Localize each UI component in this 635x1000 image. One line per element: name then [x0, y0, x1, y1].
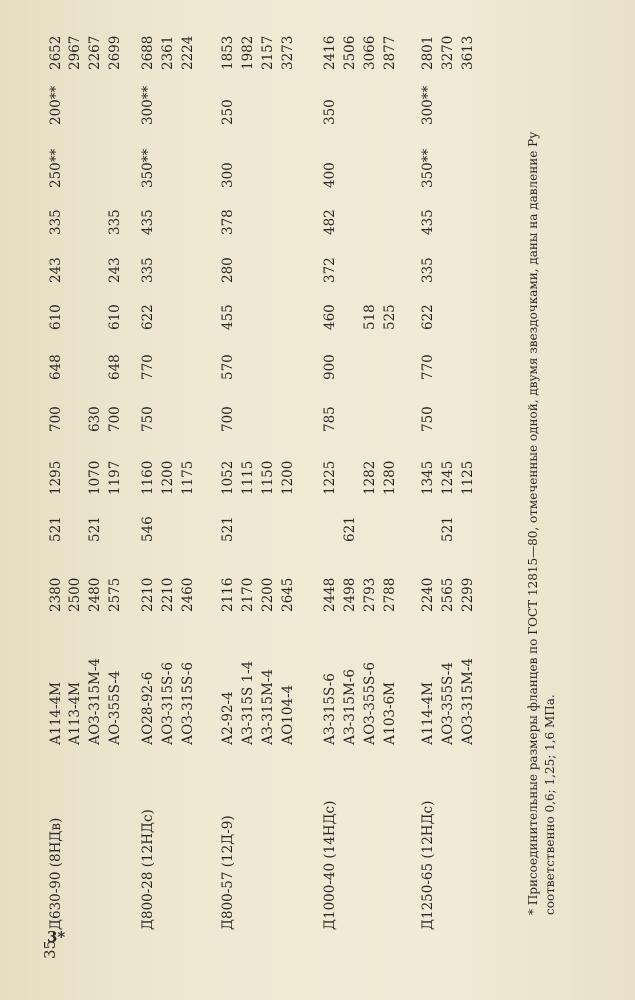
table-cell: 2157 — [260, 35, 276, 70]
table-cell: 2688 — [140, 35, 156, 70]
table-cell: 350 — [322, 99, 338, 125]
table-cell: 1280 — [382, 460, 398, 495]
table-cell: 335 — [48, 209, 64, 235]
motor-type: АЗ-315S-6 — [322, 673, 338, 745]
table-cell: 2267 — [87, 35, 103, 70]
table-cell: 630 — [87, 406, 103, 432]
table-cell: 750 — [420, 406, 436, 432]
table-cell: 350** — [420, 148, 436, 188]
table-cell: 3273 — [280, 35, 296, 70]
table-cell: 2116 — [220, 577, 236, 612]
table-cell: 1245 — [440, 460, 456, 495]
table-cell: 2361 — [160, 35, 176, 70]
table-cell: 1345 — [420, 460, 436, 495]
table-cell: 2200 — [260, 577, 276, 612]
table-cell: 2210 — [160, 577, 176, 612]
table-cell: 2645 — [280, 577, 296, 612]
table-cell: 2170 — [240, 577, 256, 612]
table-cell: 243 — [107, 257, 123, 283]
table-cell: 2506 — [342, 35, 358, 70]
table-cell: 1200 — [280, 460, 296, 495]
table-cell: 770 — [140, 354, 156, 380]
motor-type: АЗ-315S 1-4 — [240, 660, 256, 745]
table-cell: 1197 — [107, 460, 123, 495]
table-cell: 1115 — [240, 460, 256, 495]
table-cell: 460 — [322, 304, 338, 330]
table-cell: 2380 — [48, 577, 64, 612]
table-cell: 2500 — [67, 577, 83, 612]
motor-type: АОЗ-355S-4 — [440, 662, 456, 745]
table-cell: 1052 — [220, 460, 236, 495]
table-cell: 521 — [87, 516, 103, 542]
table-cell: 2498 — [342, 577, 358, 612]
table-cell: 435 — [420, 209, 436, 235]
table-cell: 250 — [220, 99, 236, 125]
table-cell: 2652 — [48, 35, 64, 70]
pump-model: Д1000-40 (14НДс) — [322, 800, 338, 930]
pump-model: Д1250-65 (12НДс) — [420, 800, 436, 930]
motor-type: А103-6М — [382, 682, 398, 745]
table-cell: 280 — [220, 257, 236, 283]
table-cell: 700 — [220, 406, 236, 432]
table-cell: 3613 — [460, 35, 476, 70]
table-cell: 2793 — [362, 577, 378, 612]
table-cell: 2416 — [322, 35, 338, 70]
table-cell: 1982 — [240, 35, 256, 70]
table-cell: 1160 — [140, 460, 156, 495]
table-cell: 546 — [140, 516, 156, 542]
table-cell: 1200 — [160, 460, 176, 495]
table-cell: 2877 — [382, 35, 398, 70]
table-cell: 521 — [440, 516, 456, 542]
motor-type: АО-355S-4 — [107, 670, 123, 745]
table-cell: 648 — [48, 354, 64, 380]
table-cell: 200** — [48, 85, 64, 125]
table-cell: 900 — [322, 354, 338, 380]
table-cell: 2448 — [322, 577, 338, 612]
table-cell: 2801 — [420, 35, 436, 70]
table-cell: 435 — [140, 209, 156, 235]
table-cell: 378 — [220, 209, 236, 235]
page-number: 35 — [41, 939, 59, 959]
table-cell: 2788 — [382, 577, 398, 612]
motor-type: АО28-92-6 — [140, 671, 156, 745]
corner-mark: 3* — [47, 928, 66, 946]
table-cell: 335 — [420, 257, 436, 283]
table-cell: 521 — [220, 516, 236, 542]
table-cell: 2299 — [460, 577, 476, 612]
table-cell: 2480 — [87, 577, 103, 612]
table-cell: 300 — [220, 162, 236, 188]
table-cell: 250** — [48, 148, 64, 188]
table-cell: 2210 — [140, 577, 156, 612]
table-cell: 1295 — [48, 460, 64, 495]
table-cell: 2967 — [67, 35, 83, 70]
table-cell: 455 — [220, 304, 236, 330]
table-cell: 610 — [48, 304, 64, 330]
table-cell: 1125 — [460, 460, 476, 495]
pump-model: Д800-57 (12Д-9) — [220, 815, 236, 930]
table-cell: 2224 — [180, 35, 196, 70]
footnote: * Присоединительные размеры фланцев по ГОСТ 12815—80, отмеченные одной, двумя звездочками, даны на давление Pу соответственно 0,6; 1,25; 1,6 МПа. — [526, 131, 557, 915]
table-cell: 610 — [107, 304, 123, 330]
table-cell: 400 — [322, 162, 338, 188]
table-cell: 300** — [420, 85, 436, 125]
table-cell: 1150 — [260, 460, 276, 495]
table-cell: 1070 — [87, 460, 103, 495]
table-cell: 700 — [48, 406, 64, 432]
table-cell: 750 — [140, 406, 156, 432]
table-cell: 570 — [220, 354, 236, 380]
table-cell: 243 — [48, 257, 64, 283]
motor-type: АОЗ-355S-6 — [362, 662, 378, 745]
table-cell: 1282 — [362, 460, 378, 495]
table-cell: 335 — [140, 257, 156, 283]
table-cell: 300** — [140, 85, 156, 125]
motor-type: АЗ-315М-4 — [260, 669, 276, 745]
table-cell: 785 — [322, 406, 338, 432]
table-cell: 622 — [420, 304, 436, 330]
table-cell: 770 — [420, 354, 436, 380]
motor-type: А2-92-4 — [220, 691, 236, 745]
motor-type: А114-4М — [420, 682, 436, 745]
motor-type: АО104-4 — [280, 684, 296, 745]
table-cell: 621 — [342, 516, 358, 542]
motor-type: А114-4М — [48, 682, 64, 745]
table-cell: 3066 — [362, 35, 378, 70]
table-cell: 335 — [107, 209, 123, 235]
table-cell: 2575 — [107, 577, 123, 612]
table-cell: 350** — [140, 148, 156, 188]
motor-type: АОЗ-315М-4 — [87, 657, 103, 745]
table-cell: 521 — [48, 516, 64, 542]
table-cell: 2699 — [107, 35, 123, 70]
motor-type: А113-4М — [67, 682, 83, 745]
table-cell: 3270 — [440, 35, 456, 70]
motor-type: АОЗ-315М-4 — [460, 657, 476, 745]
table-cell: 648 — [107, 354, 123, 380]
pump-model: Д800-28 (12НДс) — [140, 809, 156, 930]
table-cell: 1225 — [322, 460, 338, 495]
motor-type: АОЗ-315S-6 — [180, 662, 196, 745]
table-cell: 2240 — [420, 577, 436, 612]
table-cell: 372 — [322, 257, 338, 283]
table-cell: 622 — [140, 304, 156, 330]
table-cell: 482 — [322, 209, 338, 235]
motor-type: АОЗ-315S-6 — [160, 662, 176, 745]
table-cell: 2565 — [440, 577, 456, 612]
table-cell: 518 — [362, 304, 378, 330]
pump-model: Д630-90 (8НДв) — [48, 817, 64, 930]
table-cell: 1175 — [180, 460, 196, 495]
table-cell: 1853 — [220, 35, 236, 70]
table-cell: 525 — [382, 304, 398, 330]
motor-type: АЗ-315М-6 — [342, 669, 358, 745]
table-cell: 700 — [107, 406, 123, 432]
table-cell: 2460 — [180, 577, 196, 612]
